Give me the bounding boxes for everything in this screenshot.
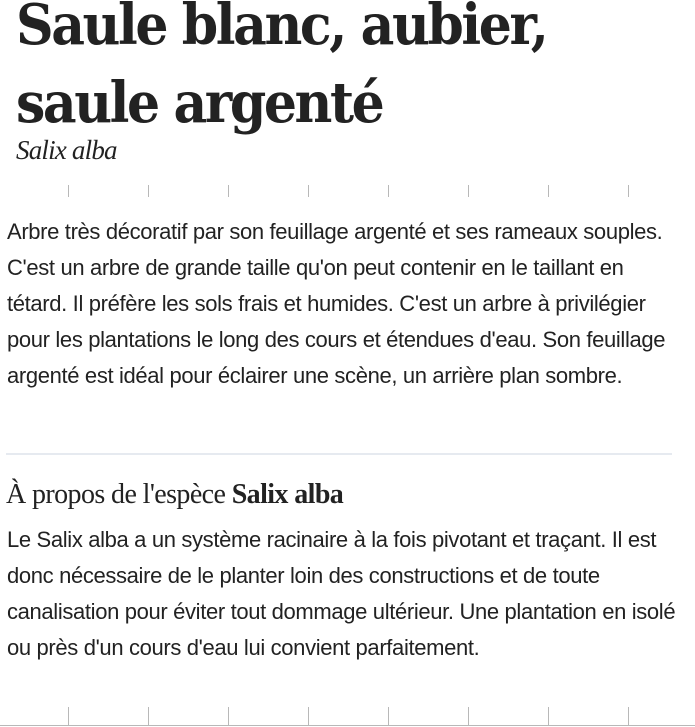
page-title: Saule blanc, aubier, saule argenté [16,0,547,136]
about-species-heading [6,476,343,514]
about-heading-prefix: À propos de l'espèce [6,479,232,510]
about-species-text: Le Salix alba a un système racinaire à la fois pivotant et traçant. Il est donc nécessaire de le planter loin des constructions et de toute canalisation pour éviter tout dommage ultérieur. Une plantation en isolé ou près d'un cours d'eau lui convient parfaitement. [7,527,676,660]
ruler-tick [548,707,549,725]
decorative-ruler-top [0,185,695,197]
ruler-tick [548,185,549,197]
ruler-tick [68,185,69,197]
ruler-tick [468,185,469,197]
plant-description: Arbre très décoratif par son feuillage argenté et ses rameaux souples. C'est un arbre de grande taille qu'on peut contenir en le taillant en tétard. Il préfère les sols frais et humides. C'est un arbre à privilégier pour les plantations le long des cours et étendues d'eau. Son feuillage argenté est idéal pour éclairer une scène, un arrière plan sombre. [7,219,666,388]
ruler-tick [388,185,389,197]
about-heading-species: Salix alba [231,479,344,510]
ruler-baseline [0,725,695,726]
scientific-name: Salix alba [16,135,117,165]
ruler-tick [228,707,229,725]
ruler-tick [148,185,149,197]
section-divider [6,453,672,455]
ruler-tick [308,185,309,197]
ruler-tick [628,185,629,197]
ruler-tick [628,707,629,725]
decorative-ruler-bottom [0,707,695,727]
ruler-tick [308,707,309,725]
ruler-tick [468,707,469,725]
ruler-tick [148,707,149,725]
ruler-tick [388,707,389,725]
ruler-tick [228,185,229,197]
ruler-tick [68,707,69,725]
